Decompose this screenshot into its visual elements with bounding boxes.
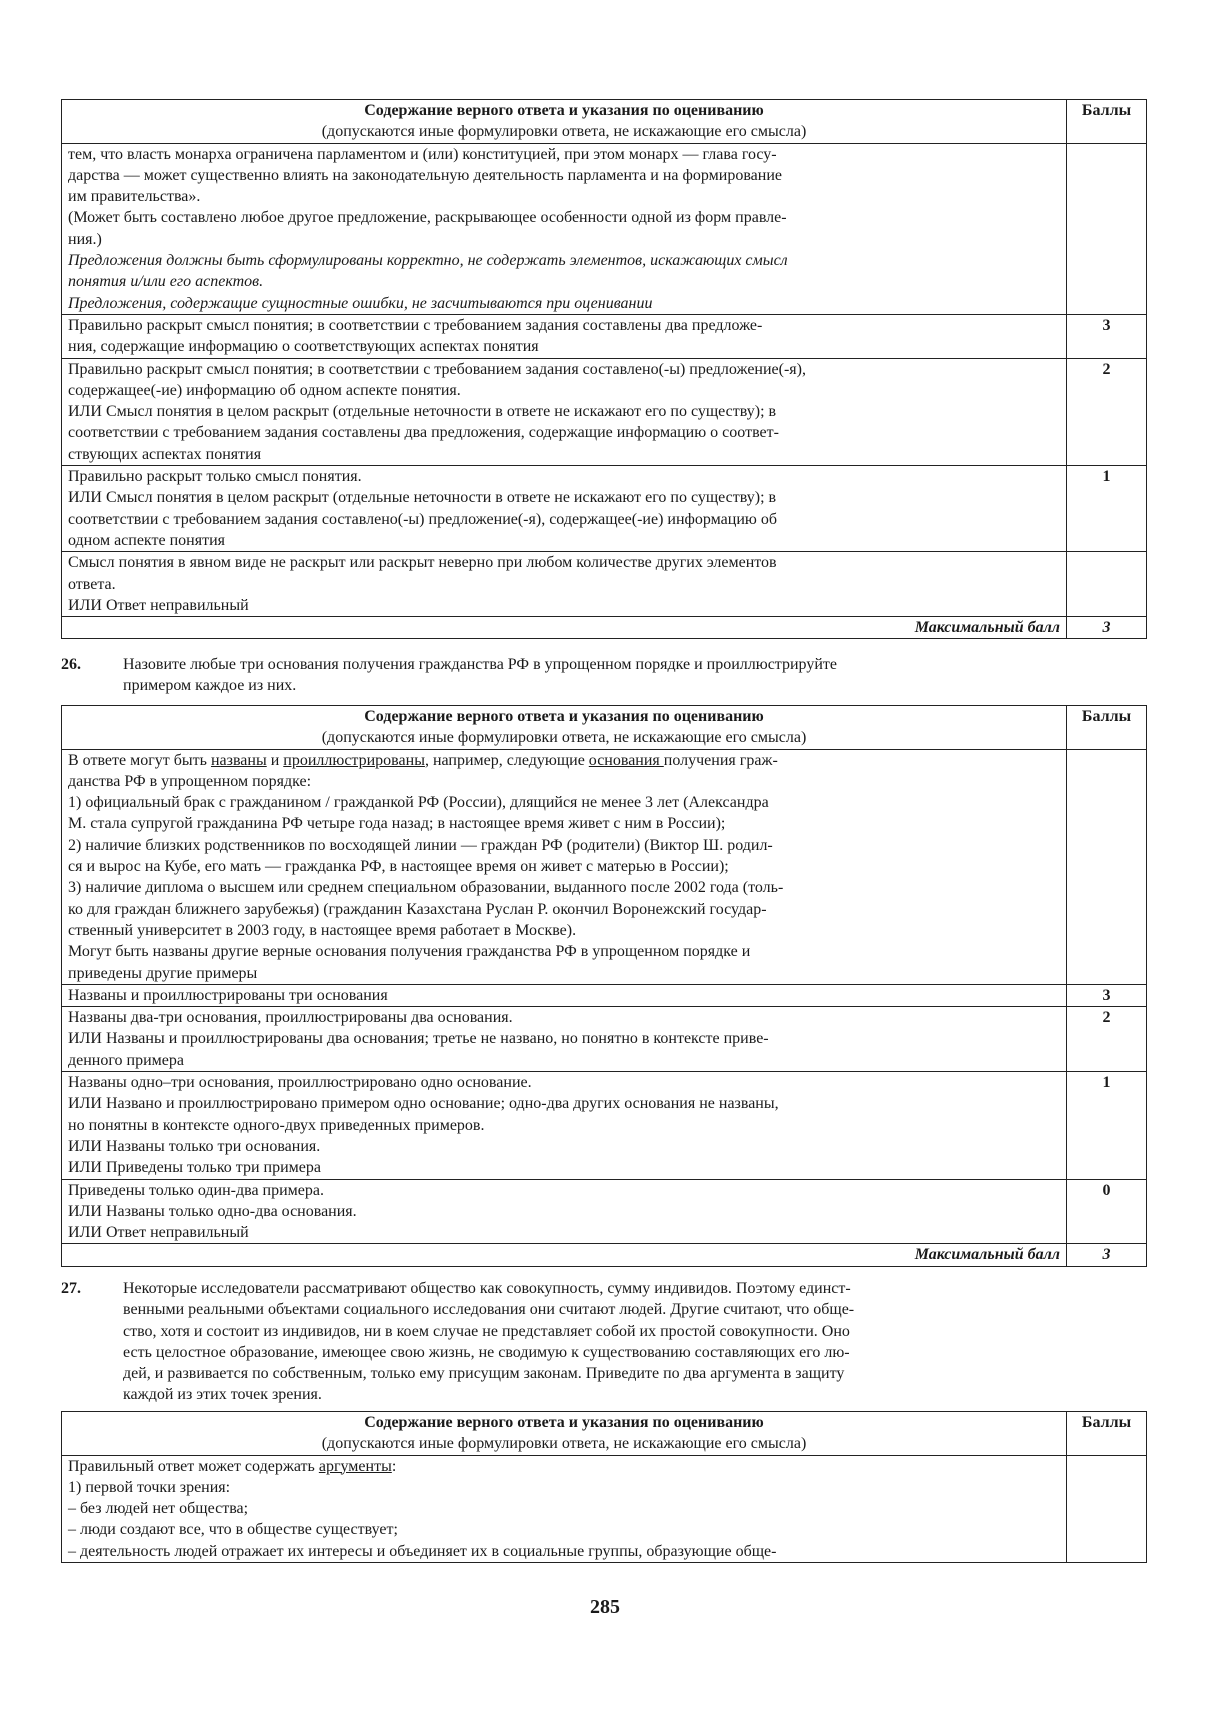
table-header-row	[62, 1412, 1147, 1456]
text-fragment: получения граж-	[663, 751, 778, 769]
header-score: Баллы	[1067, 706, 1147, 750]
header-subtitle: (допускаются иные формулировки ответа, не искажающие его смысла)	[321, 123, 807, 141]
text-line: ствующих аспектах понятия	[68, 445, 262, 463]
answer-content	[62, 143, 1067, 314]
text-line: ИЛИ Ответ неправильный	[68, 1224, 249, 1242]
table-row	[62, 1179, 1147, 1244]
text-fragment: :	[391, 1457, 397, 1475]
table-header-row	[62, 100, 1147, 144]
text-line: ственный университет в 2003 году, в настоящее время работает в Москве).	[68, 921, 577, 939]
max-score-label: Максимальный балл	[62, 617, 1067, 639]
text-line: есть целостное образование, имеющее свою жизнь, не сводимую к существованию составляющих его лю-	[123, 1343, 850, 1361]
text-line: содержащее(-ие) информацию об одном аспекте понятия.	[68, 381, 461, 399]
text-line: но понятны в контексте одного-двух приведенных примеров.	[68, 1116, 485, 1134]
header-score: Баллы	[1067, 1412, 1147, 1456]
table-header-content	[62, 100, 1067, 144]
text-line: 2) наличие близких родственников по восходящей линии — граждан РФ (родители) (Виктор Ш. родил-	[68, 836, 773, 854]
task-26	[61, 654, 1147, 697]
answer-table-27	[61, 1411, 1147, 1563]
text-line: Приведены только один-два примера.	[68, 1181, 325, 1199]
text-line: ство, хотя и состоит из индивидов, ни в коем случае не представляет собой их простой совокупности. Оно	[123, 1322, 850, 1340]
criteria-cell	[62, 984, 1067, 1006]
text-line: Названы два-три основания, проиллюстрированы два основания.	[68, 1009, 513, 1027]
max-score-row	[62, 1244, 1147, 1266]
text-line: тем, что власть монарха ограничена парламентом и (или) конституцией, при этом монарх — глава госу-	[68, 145, 777, 163]
text-line: Некоторые исследователи рассматривают общество как совокупность, сумму индивидов. Поэтому единст-	[123, 1280, 851, 1297]
table-header-content	[62, 706, 1067, 750]
table-row	[62, 1007, 1147, 1072]
underlined-term: основания	[588, 751, 664, 769]
criteria-cell	[62, 1072, 1067, 1179]
text-line: – без людей нет общества;	[68, 1500, 249, 1518]
table-row	[62, 143, 1147, 314]
score-cell: 3	[1067, 984, 1147, 1006]
italic-note: Предложения должны быть сформулированы корректно, не содержать элементов, искажающих смысл	[68, 252, 788, 270]
text-line: ИЛИ Названы только три основания.	[68, 1137, 321, 1155]
criteria-cell	[62, 1179, 1067, 1244]
text-line: ответа.	[68, 575, 116, 593]
score-cell	[1067, 143, 1147, 314]
max-score-row	[62, 617, 1147, 639]
text-line: венными реальными объектами социального исследования они считают людей. Другие считают, что обще-	[123, 1301, 855, 1319]
table-header-content	[62, 1412, 1067, 1456]
header-title: Содержание верного ответа и указания по оцениванию	[364, 708, 764, 725]
underlined-term: названы	[210, 751, 267, 769]
answer-content	[62, 749, 1067, 984]
text-line: ко для граждан ближнего зарубежья) (гражданин Казахстана Руслан Р. окончил Воронежский государ-	[68, 900, 767, 918]
task-text	[123, 1278, 1147, 1406]
criteria-cell	[62, 314, 1067, 358]
text-line: (Может быть составлено любое другое предложение, раскрывающее особенности одной из форм правле-	[68, 209, 787, 227]
text-line: соответствии с требованием задания составлены два предложения, содержащие информацию о соответ-	[68, 424, 779, 442]
answer-table-25	[61, 99, 1147, 639]
page-number: 285	[590, 1596, 620, 1618]
text-line: ния.)	[68, 230, 102, 248]
criteria-cell	[62, 358, 1067, 465]
text-line: – люди создают все, что в обществе существует;	[68, 1521, 398, 1539]
text-line: дей, и развивается по собственным, только ему присущим законам. Приведите по два аргумента в защиту	[123, 1365, 845, 1383]
text-line: ся и вырос на Кубе, его мать — гражданка РФ, в настоящее время он живет с матерью в России);	[68, 858, 729, 876]
answer-table-26	[61, 705, 1147, 1267]
text-line: Названы и проиллюстрированы три основания	[68, 986, 388, 1004]
header-title: Содержание верного ответа и указания по оцениванию	[364, 102, 764, 119]
table-header-row	[62, 706, 1147, 750]
text-line: одном аспекте понятия	[68, 531, 225, 549]
table-row	[62, 749, 1147, 984]
text-line: ИЛИ Названы и проиллюстрированы два основания; третье не названо, но понятно в контексте приве-	[68, 1030, 769, 1048]
italic-note: Предложения, содержащие сущностные ошибки, не засчитываются при оценивании	[68, 294, 653, 312]
table-row	[62, 1455, 1147, 1562]
text-line: ИЛИ Названо и проиллюстрировано примером одно основание; одно-два других основания не названы,	[68, 1095, 779, 1113]
criteria-cell	[62, 466, 1067, 552]
text-line: денного примера	[68, 1051, 184, 1069]
text-fragment: и	[266, 751, 284, 769]
score-cell: 0	[1067, 1179, 1147, 1244]
score-cell: 2	[1067, 1007, 1147, 1072]
text-line: примером каждое из них.	[123, 677, 297, 695]
text-line: Правильно раскрыт смысл понятия; в соответствии с требованием задания составлено(-ы) предложение(-я),	[68, 360, 806, 378]
text-line: Могут быть названы другие верные основания получения гражданства РФ в упрощенном порядке и	[68, 943, 751, 961]
text-line: дарства — может существенно влиять на законодательную деятельность парламента и на формирование	[68, 166, 782, 184]
text-line: каждой из этих точек зрения.	[123, 1386, 322, 1404]
answer-content	[62, 1455, 1067, 1562]
text-line: ИЛИ Названы только одно-два основания.	[68, 1202, 357, 1220]
text-line: 1) первой точки зрения:	[68, 1478, 231, 1496]
text-line: Правильно раскрыт только смысл понятия.	[68, 468, 362, 486]
text-line: приведены другие примеры	[68, 964, 258, 982]
text-line: М. стала супругой гражданина РФ четыре года назад; в настоящее время живет с ним в России);	[68, 815, 726, 833]
text-line: ИЛИ Смысл понятия в целом раскрыт (отдельные неточности в ответе не искажают его по существу); в	[68, 403, 777, 421]
score-cell: 1	[1067, 1072, 1147, 1179]
text-line: Названы одно–три основания, проиллюстрировано одно основание.	[68, 1074, 532, 1092]
text-line: соответствии с требованием задания составлено(-ы) предложение(-я), содержащее(-ие) информацию об	[68, 510, 777, 528]
text-fragment: , например, следующие	[424, 751, 589, 769]
text-line: ния, содержащие информацию о соответствующих аспектах понятия	[68, 338, 539, 356]
text-line: ИЛИ Ответ неправильный	[68, 596, 249, 614]
text-fragment: Правильный ответ может содержать	[68, 1457, 319, 1475]
header-score: Баллы	[1067, 100, 1147, 144]
task-number: 27.	[61, 1280, 81, 1297]
score-cell: 1	[1067, 466, 1147, 552]
text-line: – деятельность людей отражает их интересы и объединяет их в социальные группы, образующие обще-	[68, 1542, 777, 1560]
table-row	[62, 314, 1147, 358]
text-line	[68, 750, 1060, 771]
score-cell	[1067, 552, 1147, 617]
text-line: данства РФ в упрощенном порядке:	[68, 772, 312, 790]
table-row	[62, 358, 1147, 465]
header-title: Содержание верного ответа и указания по оцениванию	[364, 1414, 764, 1431]
max-score-value: 3	[1067, 617, 1147, 639]
text-line: Смысл понятия в явном виде не раскрыт или раскрыт неверно при любом количестве других элементов	[68, 554, 777, 572]
text-line: Правильно раскрыт смысл понятия; в соответствии с требованием задания составлены два предложе-	[68, 316, 763, 334]
criteria-cell	[62, 1007, 1067, 1072]
score-cell: 2	[1067, 358, 1147, 465]
header-subtitle: (допускаются иные формулировки ответа, не искажающие его смысла)	[321, 1435, 807, 1453]
text-line: 1) официальный брак с гражданином / гражданкой РФ (России), длящийся не менее 3 лет (Александра	[68, 794, 769, 812]
max-score-value: 3	[1067, 1244, 1147, 1266]
text-line: Назовите любые три основания получения гражданства РФ в упрощенном порядке и проиллюстрируйте	[123, 656, 837, 673]
text-line: им правительства».	[68, 188, 201, 206]
criteria-cell	[62, 552, 1067, 617]
score-cell	[1067, 749, 1147, 984]
max-score-label: Максимальный балл	[62, 1244, 1067, 1266]
task-text	[123, 654, 1147, 697]
text-line: ИЛИ Приведены только три примера	[68, 1159, 321, 1177]
table-row	[62, 466, 1147, 552]
score-cell: 3	[1067, 314, 1147, 358]
score-cell	[1067, 1455, 1147, 1562]
header-subtitle: (допускаются иные формулировки ответа, не искажающие его смысла)	[321, 729, 807, 747]
underlined-term: аргументы	[318, 1457, 392, 1475]
table-row	[62, 984, 1147, 1006]
task-number: 26.	[61, 656, 81, 673]
text-line	[68, 1456, 1060, 1477]
underlined-term: проиллюстрированы	[283, 751, 425, 769]
text-line: 3) наличие диплома о высшем или среднем специальном образовании, выданного после 2002 года (толь-	[68, 879, 784, 897]
italic-note: понятия и/или его аспектов.	[68, 273, 264, 291]
table-row	[62, 552, 1147, 617]
text-line: ИЛИ Смысл понятия в целом раскрыт (отдельные неточности в ответе не искажают его по существу); в	[68, 489, 777, 507]
table-row	[62, 1072, 1147, 1179]
text-fragment: В ответе могут быть	[68, 751, 211, 769]
task-27	[61, 1278, 1147, 1406]
